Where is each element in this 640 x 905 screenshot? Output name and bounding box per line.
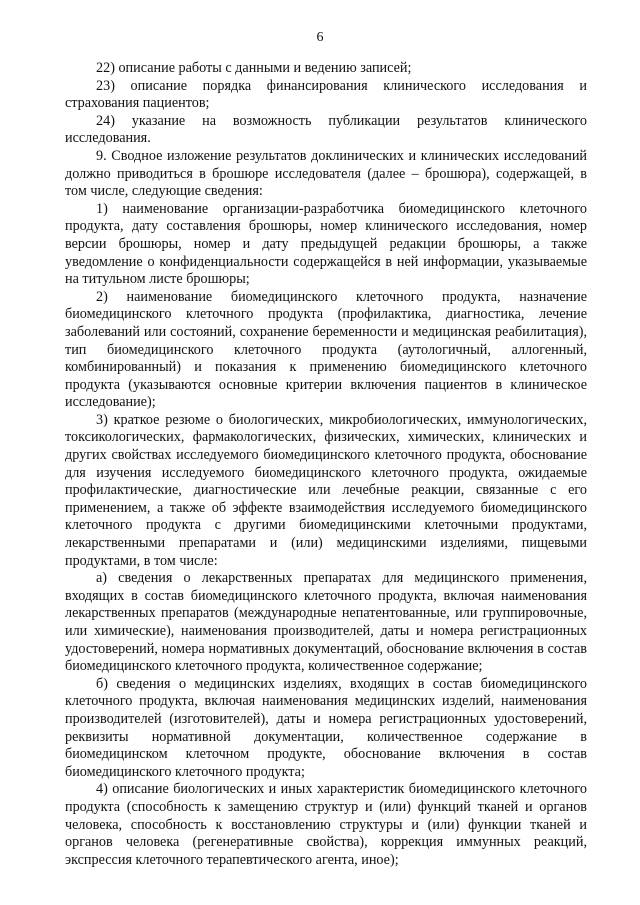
paragraph-item-3: 3) краткое резюме о биологических, микробиологических, иммунологических, токсикологических, фармакологических, физических, химических, клинических и других свойствах исследуемого биомедицинского клеточного продукта, обоснование для изучения исследуемого биомедицинского клеточного продукта, ожидаемые профилактические, диагностические или лечебные реакции, связанные с его применением, а также об эффекте взаимодействия исследуемого биомедицинского клеточного продукта с другими биомедицинскими клеточными продуктами, лекарственными препаратами и (или) медицинскими изделиями, пищевыми продуктами, в том числе: bbox=[65, 411, 587, 569]
paragraph-item-24: 24) указание на возможность публикации результатов клинического исследования. bbox=[65, 112, 587, 147]
page-number: 6 bbox=[316, 30, 324, 45]
paragraph-item-1: 1) наименование организации-разработчика биомедицинского клеточного продукта, дату составления брошюры, номер клинического исследования, номер версии брошюры, номер и дату предыдущей редакции брошюры, а также уведомление о конфиденциальности содержащейся в ней информации, указываемые на титульном листе брошюры; bbox=[65, 200, 587, 288]
paragraph-section-9: 9. Сводное изложение результатов доклинических и клинических исследований должно приводиться в брошюре исследователя (далее – брошюра), содержащей, в том числе, следующие сведения: bbox=[65, 147, 587, 200]
paragraph-item-4: 4) описание биологических и иных характеристик биомедицинского клеточного продукта (способность к замещению структур и (или) функций тканей и органов человека, способность к восстановлению структуры и (или) функции тканей и органов человека (регенеративные свойства), коррекция иммунных реакций, экспрессия клеточного терапевтического агента, иное); bbox=[65, 781, 587, 868]
paragraph-item-2: 2) наименование биомедицинского клеточного продукта, назначение биомедицинского клеточного продукта (профилактика, диагностика, лечение заболеваний или состояний, сохранение беременности и медицинская реабилитация), тип биомедицинского клеточного продукта (аутологичный, аллогенный, комбинированный) и показания к применению биомедицинского клеточного продукта (указываются основные критерии включения пациентов в клиническое исследование); bbox=[65, 288, 587, 411]
document-body bbox=[65, 60, 587, 869]
paragraph-subitem-b: б) сведения о медицинских изделиях, входящих в состав биомедицинского клеточного продукта, включая наименования медицинских изделий, наименования производителей (изготовителей), даты и номера регистрационных удостоверений, реквизиты нормативной документации, количественное содержание в биомедицинском клеточном продукте, обоснование включения в состав биомедицинского клеточного продукта; bbox=[65, 675, 587, 780]
paragraph-item-22: 22) описание работы с данными и ведению записей; bbox=[96, 60, 412, 76]
paragraph-item-23: 23) описание порядка финансирования клинического исследования и страхования пациентов; bbox=[65, 77, 587, 112]
paragraph-subitem-a: а) сведения о лекарственных препаратах для медицинского применения, входящих в состав биомедицинского клеточного продукта, включая наименования лекарственных препаратов (международные непатентованные, или группировочные, или химические), наименования производителей, даты и номера регистрационных удостоверений, номера нормативных документаций, обоснование включения в состав биомедицинского клеточного продукта, количественное содержание; bbox=[65, 570, 587, 675]
